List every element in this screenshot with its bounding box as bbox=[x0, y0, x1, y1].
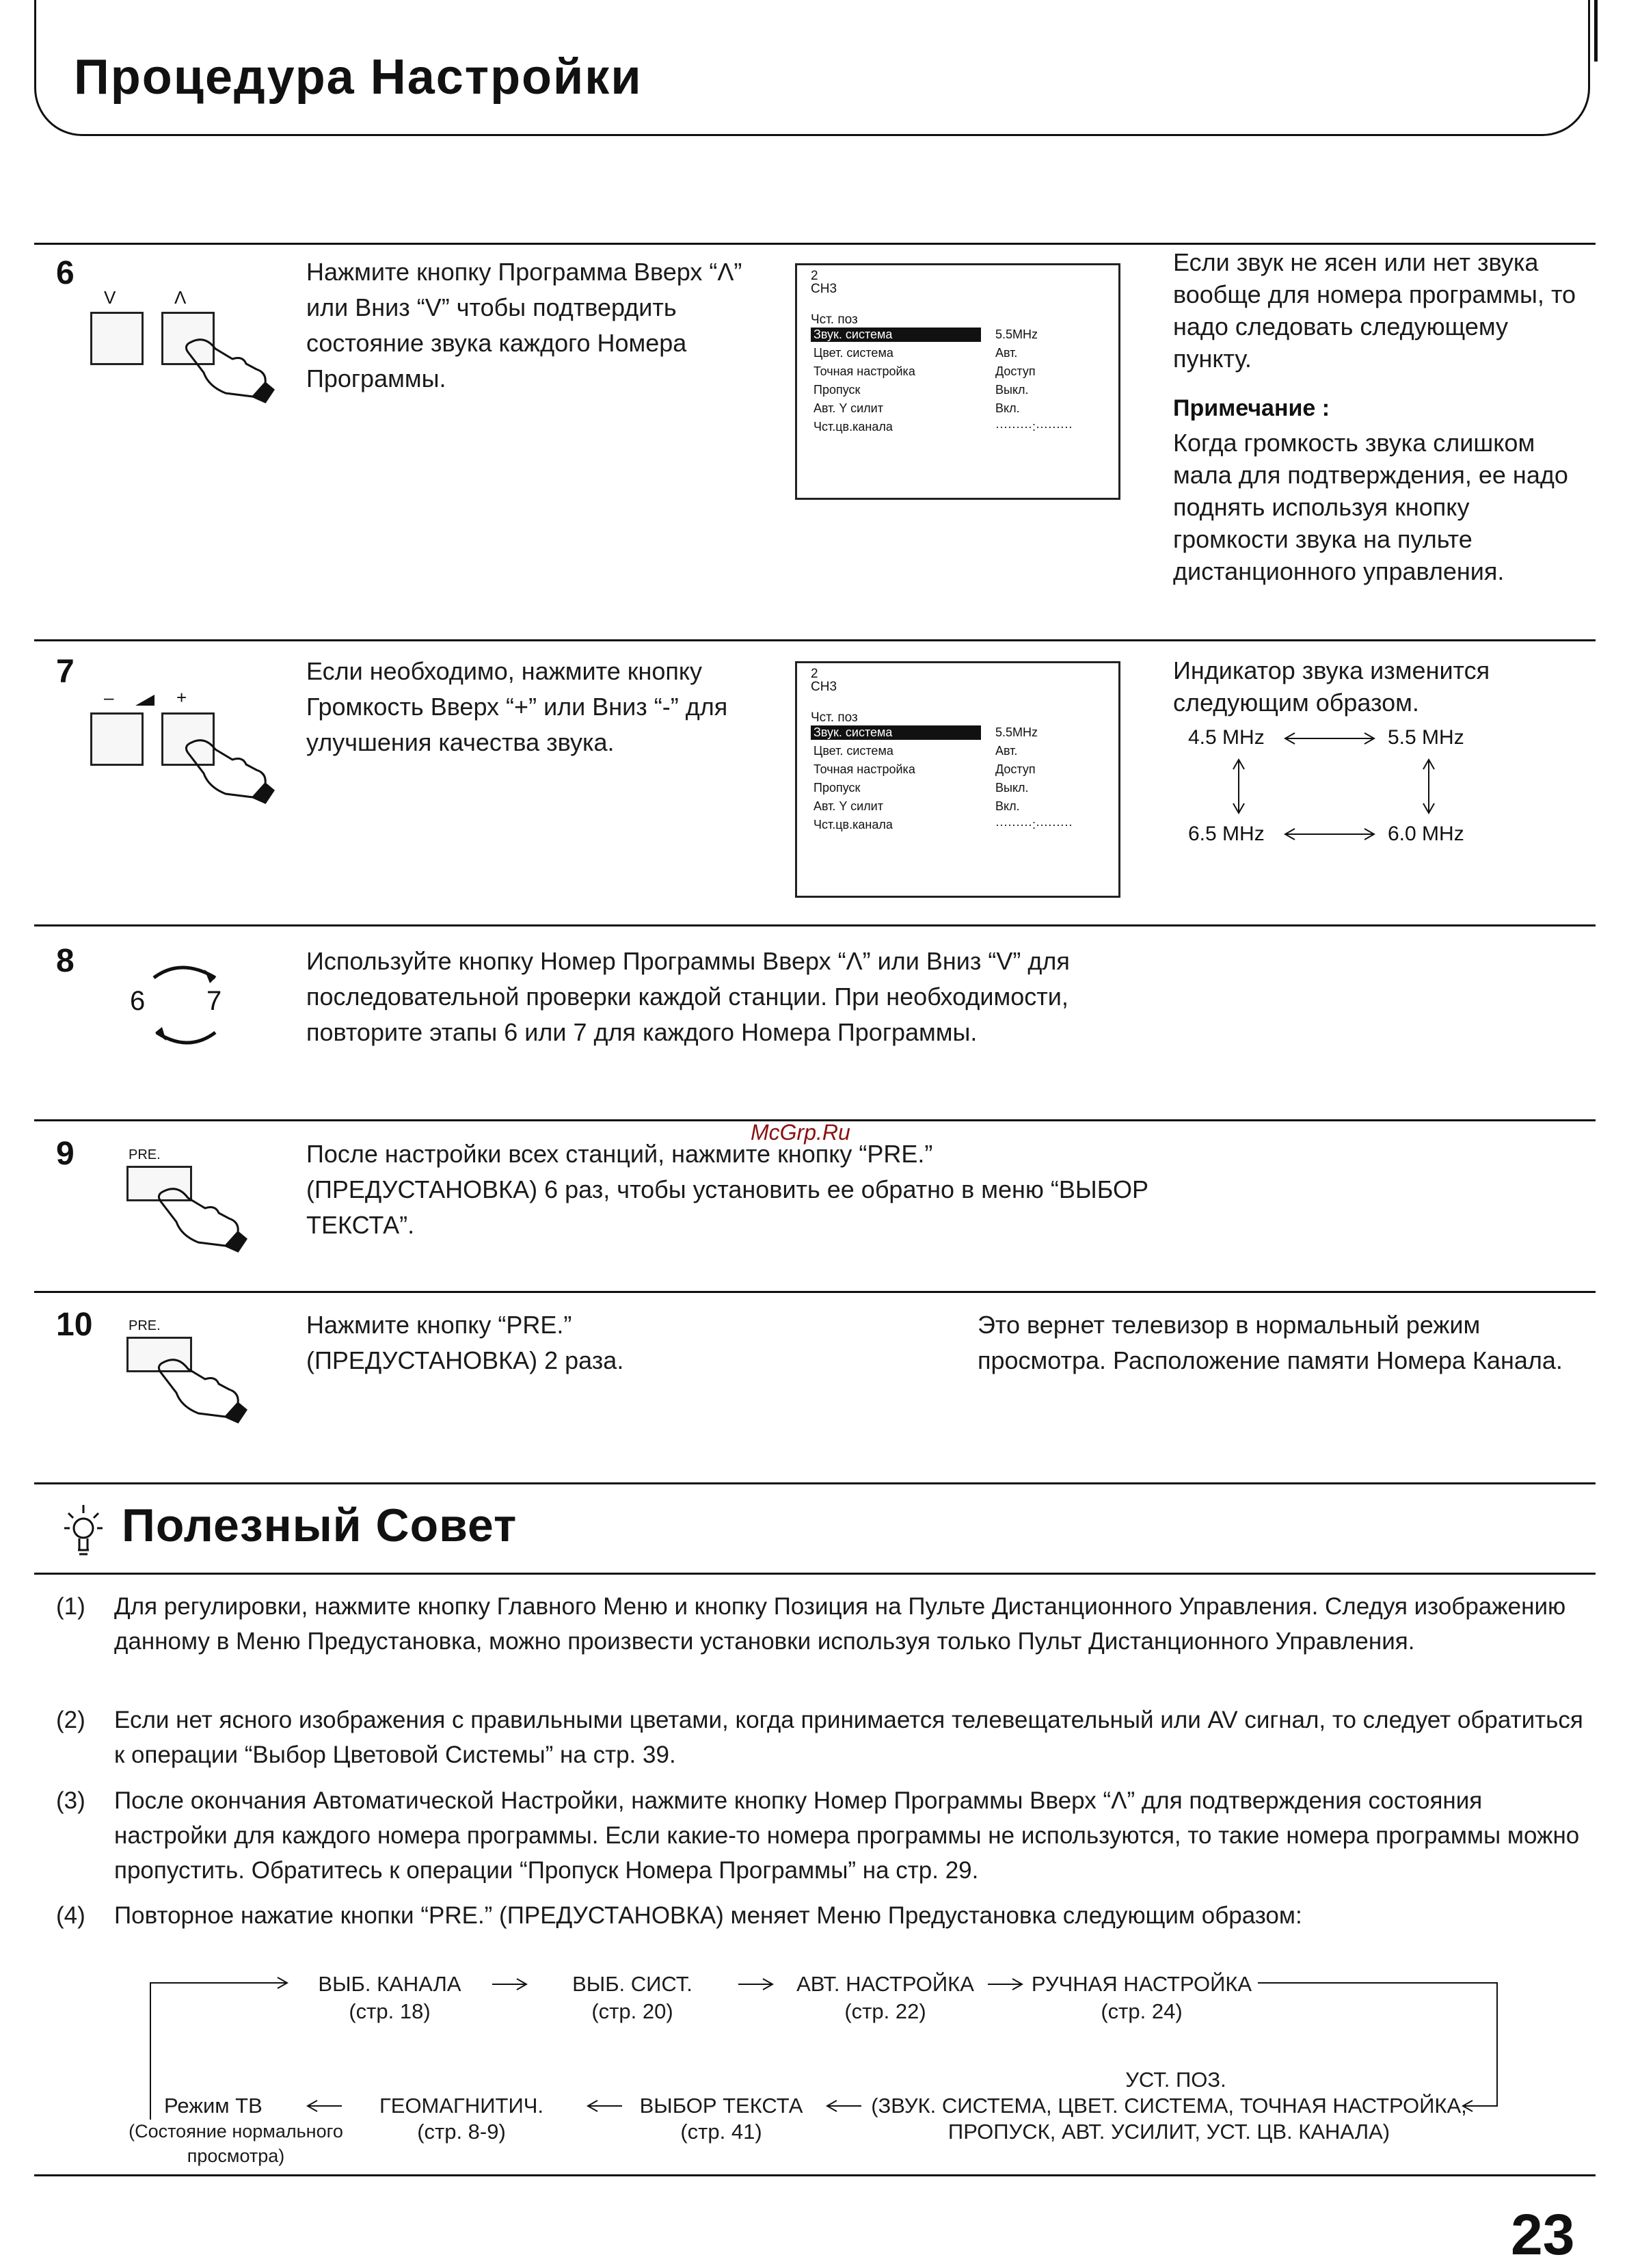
step-number: 6 bbox=[56, 255, 75, 291]
cycle-right: 7 bbox=[206, 986, 222, 1016]
page-title: Процедура Настройки bbox=[74, 50, 643, 105]
flow-page: (стр. 24) bbox=[1101, 1999, 1183, 2023]
step-number: 10 bbox=[56, 1307, 93, 1343]
tip-item: (3) После окончания Автоматической Настройки, нажмите кнопку Номер Программы Вверх “Λ” для подтверждения состояния настройки для каждого номера программы. Если какие-то номера программы не используются, то такие номера программы можно пропустить. Обратитесь к операции “Пропуск Номера Программы” на стр. 29. bbox=[56, 1787, 1580, 1884]
step-instruction: Используйте кнопку Номер Программы Вверх “Λ” или Вниз “V” для последовательной проверки каждой станции. При необходимости, повторите этапы 6 или 7 для каждого Номера Программы. bbox=[306, 947, 1070, 1046]
note-text: Когда громкость звука слишком мала для подтверждения, ее надо поднять используя кнопку громкости звука на пульте дистанционного управления. bbox=[1173, 429, 1568, 585]
divider bbox=[34, 2174, 1596, 2176]
pointing-hand-icon bbox=[150, 1171, 253, 1253]
flow-note: просмотра) bbox=[187, 2146, 285, 2166]
menu-row: Авт. Y силит Вкл. bbox=[814, 401, 1020, 415]
flow-page: (стр. 18) bbox=[349, 1999, 431, 2023]
step-number: 7 bbox=[56, 654, 75, 690]
tip-item: (4) Повторное нажатие кнопки “PRE.” (ПРЕДУСТАНОВКА) меняет Меню Предустановка следующим образом: bbox=[56, 1902, 1302, 1929]
corner-mark bbox=[1594, 0, 1598, 62]
menu-row: Точная настройка Доступ bbox=[814, 364, 1036, 378]
freq-label: 5.5 MHz bbox=[1388, 726, 1464, 749]
volume-down-button bbox=[90, 712, 144, 766]
freq-label: 6.0 MHz bbox=[1388, 823, 1464, 845]
button-label: PRE. bbox=[129, 1147, 161, 1162]
step-side-note: Индикатор звука изменится следующим образом. bbox=[1173, 656, 1490, 717]
button-label: + bbox=[176, 687, 187, 708]
flow-page: (стр. 41) bbox=[680, 2120, 762, 2144]
flow-node-detail: (ЗВУК. СИСТЕМА, ЦВЕТ. СИСТЕМА, ТОЧНАЯ НАСТРОЙКА, bbox=[871, 2094, 1467, 2118]
flow-page: (стр. 20) bbox=[591, 1999, 673, 2023]
pointing-hand-icon bbox=[178, 321, 280, 403]
flow-node: ВЫБОР ТЕКСТА bbox=[639, 2094, 803, 2118]
lightbulb-icon bbox=[56, 1501, 111, 1562]
menu-row: Пропуск Выкл. bbox=[814, 383, 1029, 397]
flow-node: Режим ТВ bbox=[164, 2094, 263, 2118]
flow-node: АВТ. НАСТРОЙКА bbox=[796, 1972, 974, 1996]
button-label: – bbox=[104, 687, 114, 708]
pointing-hand-icon bbox=[150, 1342, 253, 1424]
step-number: 9 bbox=[56, 1136, 75, 1172]
step-side-note: Это вернет телевизор в нормальный режим просмотра. Расположение памяти Номера Канала. bbox=[978, 1311, 1563, 1374]
button-label: Λ bbox=[174, 287, 187, 308]
cycle-left: 6 bbox=[130, 986, 146, 1016]
menu-row: Цвет. система Авт. bbox=[814, 744, 1018, 758]
tip-item: (1) Для регулировки, нажмите кнопку Главного Меню и кнопку Позиция на Пульте Дистанционного Управления. Следуя изображению данному в Меню Предустановка, можно произвести установки используя только Пульт Дистанционного Управления. bbox=[56, 1593, 1566, 1655]
watermark: McGrp.Ru bbox=[751, 1120, 850, 1145]
divider bbox=[34, 1573, 1596, 1575]
menu-row: Чст.цв.канала ·········:········· bbox=[814, 420, 1073, 433]
menu-program: 2 bbox=[811, 269, 818, 283]
flow-page: (стр. 22) bbox=[844, 1999, 926, 2023]
button-label: V bbox=[104, 287, 116, 308]
flow-node: РУЧНАЯ НАСТРОЙКА bbox=[1031, 1972, 1252, 1996]
divider bbox=[34, 1291, 1596, 1293]
divider bbox=[34, 924, 1596, 926]
tip-item: (2) Если нет ясного изображения с правильными цветами, когда принимается телевещательный или AV сигнал, то следует обратиться к операции “Выбор Цветовой Системы” на стр. 39. bbox=[56, 1707, 1583, 1768]
freq-label: 4.5 MHz bbox=[1188, 726, 1265, 749]
step-instruction: Нажмите кнопку Программа Вверх “Λ” или Вниз “V” чтобы подтвердить состояние звука каждого Номера Программы. bbox=[306, 258, 742, 392]
flow-node: УСТ. ПОЗ. bbox=[1125, 2068, 1226, 2092]
menu-row: Чст.цв.канала ·········:········· bbox=[814, 818, 1073, 831]
menu-row: Точная настройка Доступ bbox=[814, 762, 1036, 776]
button-label: PRE. bbox=[129, 1318, 161, 1333]
flow-node: ГЕОМАГНИТИЧ. bbox=[379, 2094, 544, 2118]
divider bbox=[34, 1482, 1596, 1484]
flow-page: (стр. 8-9) bbox=[417, 2120, 506, 2144]
menu-row: Цвет. система Авт. bbox=[814, 346, 1018, 360]
page-number: 23 bbox=[1511, 2202, 1575, 2267]
divider bbox=[34, 243, 1596, 245]
flow-node-detail: ПРОПУСК, АВТ. УСИЛИТ, УСТ. ЦВ. КАНАЛА) bbox=[947, 2120, 1390, 2144]
step-instruction: Нажмите кнопку “PRE.” (ПРЕДУСТАНОВКА) 2 раза. bbox=[306, 1311, 624, 1374]
step-instruction: Если необходимо, нажмите кнопку Громкость Вверх “+” или Вниз “-” для улучшения качества звука. bbox=[306, 657, 728, 756]
tip-title: Полезный Совет bbox=[122, 1499, 517, 1551]
tv-menu-screen bbox=[795, 661, 1120, 898]
menu-row: Пропуск Выкл. bbox=[814, 781, 1029, 795]
flow-node: ВЫБ. КАНАЛА bbox=[318, 1972, 461, 1996]
divider bbox=[34, 639, 1596, 641]
volume-icon bbox=[135, 693, 156, 707]
flow-note: (Состояние нормального bbox=[129, 2121, 343, 2142]
note-title: Примечание : bbox=[1173, 395, 1330, 421]
menu-row: Звук. система 5.5MHz bbox=[811, 723, 1098, 742]
tv-menu-screen bbox=[795, 263, 1120, 500]
flow-node: ВЫБ. СИСТ. bbox=[572, 1972, 693, 1996]
freq-vertical-arrows bbox=[1224, 756, 1449, 817]
menu-row: Звук. система 5.5MHz bbox=[811, 325, 1098, 344]
menu-channel: CH3 bbox=[811, 680, 837, 694]
program-down-button bbox=[90, 312, 144, 365]
step-number: 8 bbox=[56, 943, 75, 979]
pointing-hand-icon bbox=[178, 722, 280, 804]
menu-program: 2 bbox=[811, 667, 818, 681]
step-side-note: Если звук не ясен или нет звука вообще для номера программы, то надо следовать следующему пункту. bbox=[1173, 248, 1576, 373]
menu-row: Авт. Y силит Вкл. bbox=[814, 799, 1020, 813]
menu-heading: Чст. поз bbox=[811, 312, 858, 327]
freq-label: 6.5 MHz bbox=[1188, 823, 1265, 845]
menu-channel: CH3 bbox=[811, 282, 837, 296]
menu-heading: Чст. поз bbox=[811, 710, 858, 725]
step-instruction: После настройки всех станций, нажмите кнопку “PRE.” (ПРЕДУСТАНОВКА) 6 раз, чтобы установить ее обратно в меню “ВЫБОР ТЕКСТА”. bbox=[306, 1140, 1148, 1239]
